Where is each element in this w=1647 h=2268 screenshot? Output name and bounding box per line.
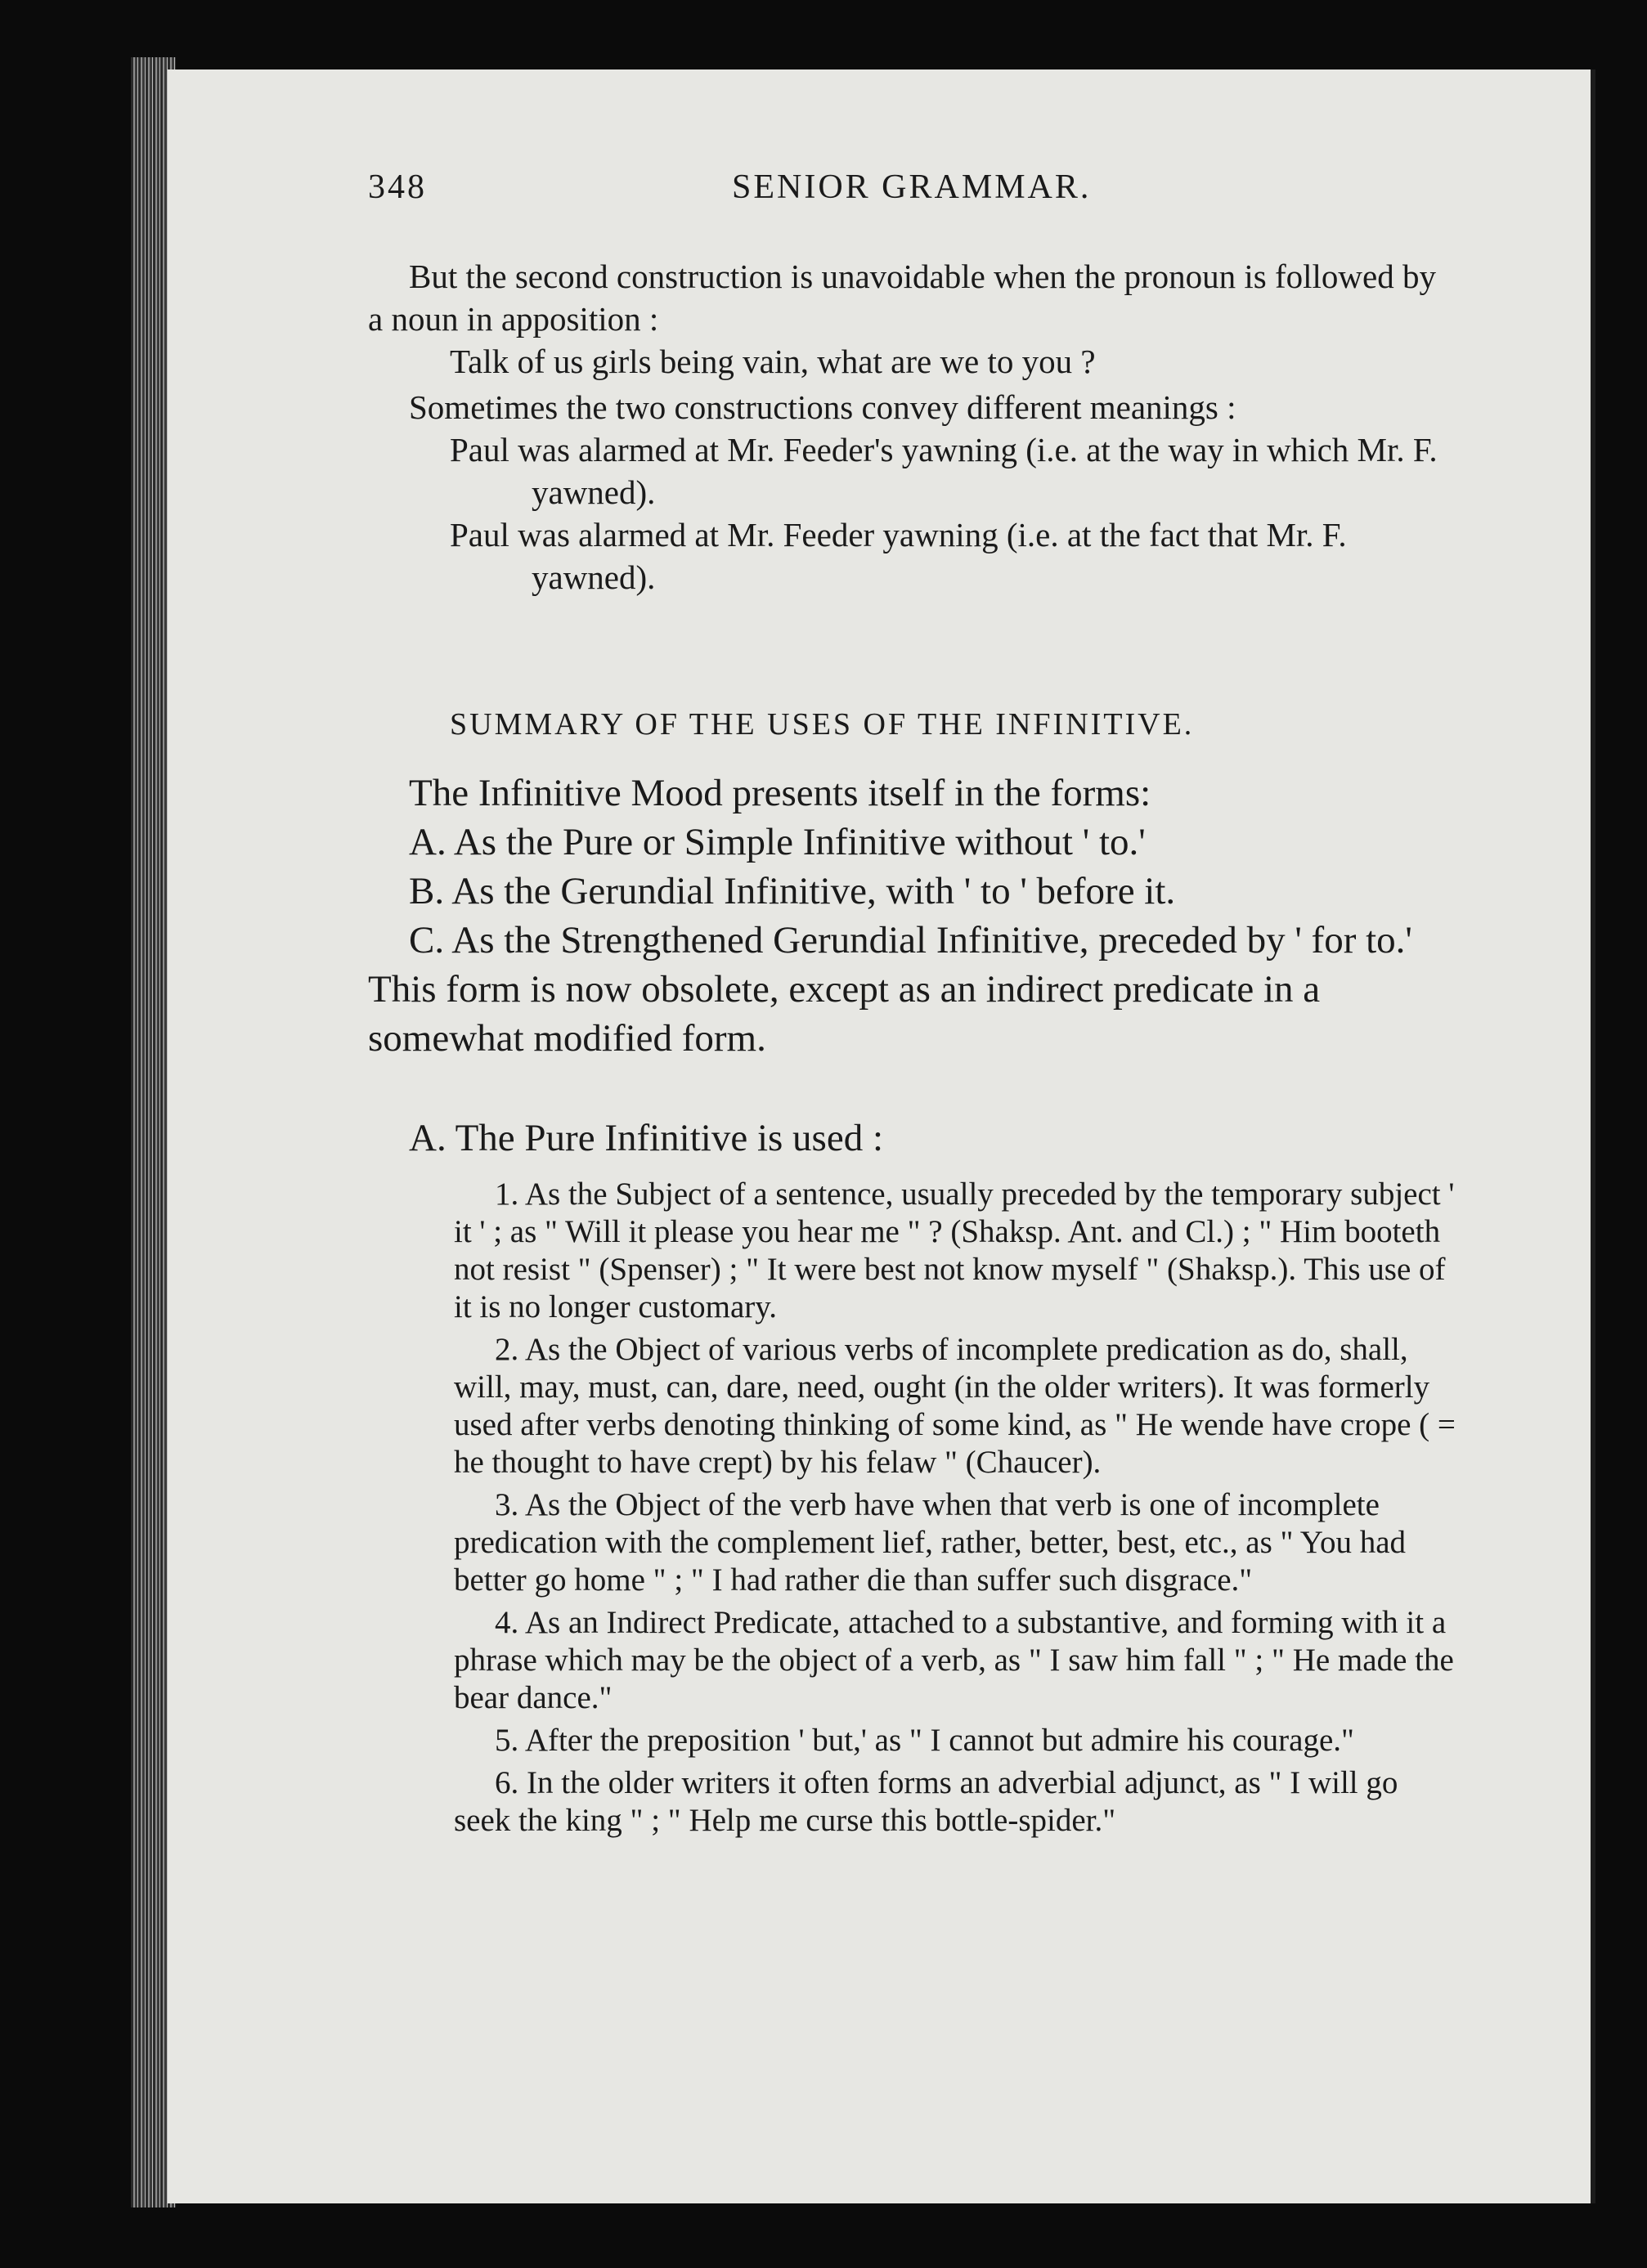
list-item: 2. As the Object of various verbs of incomplete predication as do, shall, will, may, must, can, dare, need, ought (in the older writers). It was formerly used after verbs denoting thinking of some kind, as " He wende have crope ( = he thought to have crept) by his felaw " (Chaucer). [454, 1332, 1456, 1480]
summary-heading: SUMMARY OF THE USES OF THE INFINITIVE. [450, 707, 1195, 742]
form-c: C. As the Strengthened Gerundial Infinitive, preceded by ' for to.' This form is now obsolete, except as an indirect predicate in a somewhat modified form. [368, 919, 1412, 1060]
intro-line-1: But the second construction is unavoidable when the pronoun is followed by a noun in apposition : [368, 258, 1436, 338]
intro-example-2: Paul was alarmed at Mr. Feeder's yawning (i.e. at the way in which Mr. F. yawned). [450, 431, 1438, 511]
intro-example-3: Paul was alarmed at Mr. Feeder yawning (i.e. at the fact that Mr. F. yawned). [450, 516, 1347, 596]
running-title: SENIOR GRAMMAR. [732, 168, 1092, 206]
page-number: 348 [368, 168, 427, 206]
list-item: 5. After the preposition ' but,' as " I cannot but admire his courage." [495, 1723, 1354, 1758]
forms-block [368, 769, 1456, 1063]
list-item: 1. As the Subject of a sentence, usually preceded by the temporary subject ' it ' ; as " Will it please you hear me " ? (Shaksp. Ant. and Cl.) ; " Him booteth not resist " (Spenser) ; " It were best not know myself " (Shaksp.). This use of it is no longer customary. [454, 1177, 1455, 1324]
uses-list [454, 1176, 1456, 1844]
intro-line-2: Sometimes the two constructions convey different meanings : [409, 388, 1236, 426]
forms-lead: The Infinitive Mood presents itself in the forms: [409, 772, 1151, 814]
form-b: B. As the Gerundial Infinitive, with ' to ' before it. [409, 870, 1176, 912]
pure-infinitive-heading: A. The Pure Infinitive is used : [409, 1117, 884, 1159]
list-item: 4. As an Indirect Predicate, attached to a substantive, and forming with it a phrase which may be the object of a verb, as " I saw him fall " ; " He made the bear dance." [454, 1605, 1454, 1715]
intro-block [368, 255, 1456, 598]
list-item: 3. As the Object of the verb have when that verb is one of incomplete predication with the complement lief, rather, better, best, etc., as " You had better go home " ; " I had rather die than suffer such disgrace." [454, 1487, 1407, 1598]
list-item: 6. In the older writers it often forms an adverbial adjunct, as " I will go seek the king " ; " Help me curse this bottle-spider." [454, 1765, 1398, 1838]
intro-example-1: Talk of us girls being vain, what are we to you ? [450, 343, 1096, 380]
form-a: A. As the Pure or Simple Infinitive without ' to.' [409, 821, 1146, 863]
